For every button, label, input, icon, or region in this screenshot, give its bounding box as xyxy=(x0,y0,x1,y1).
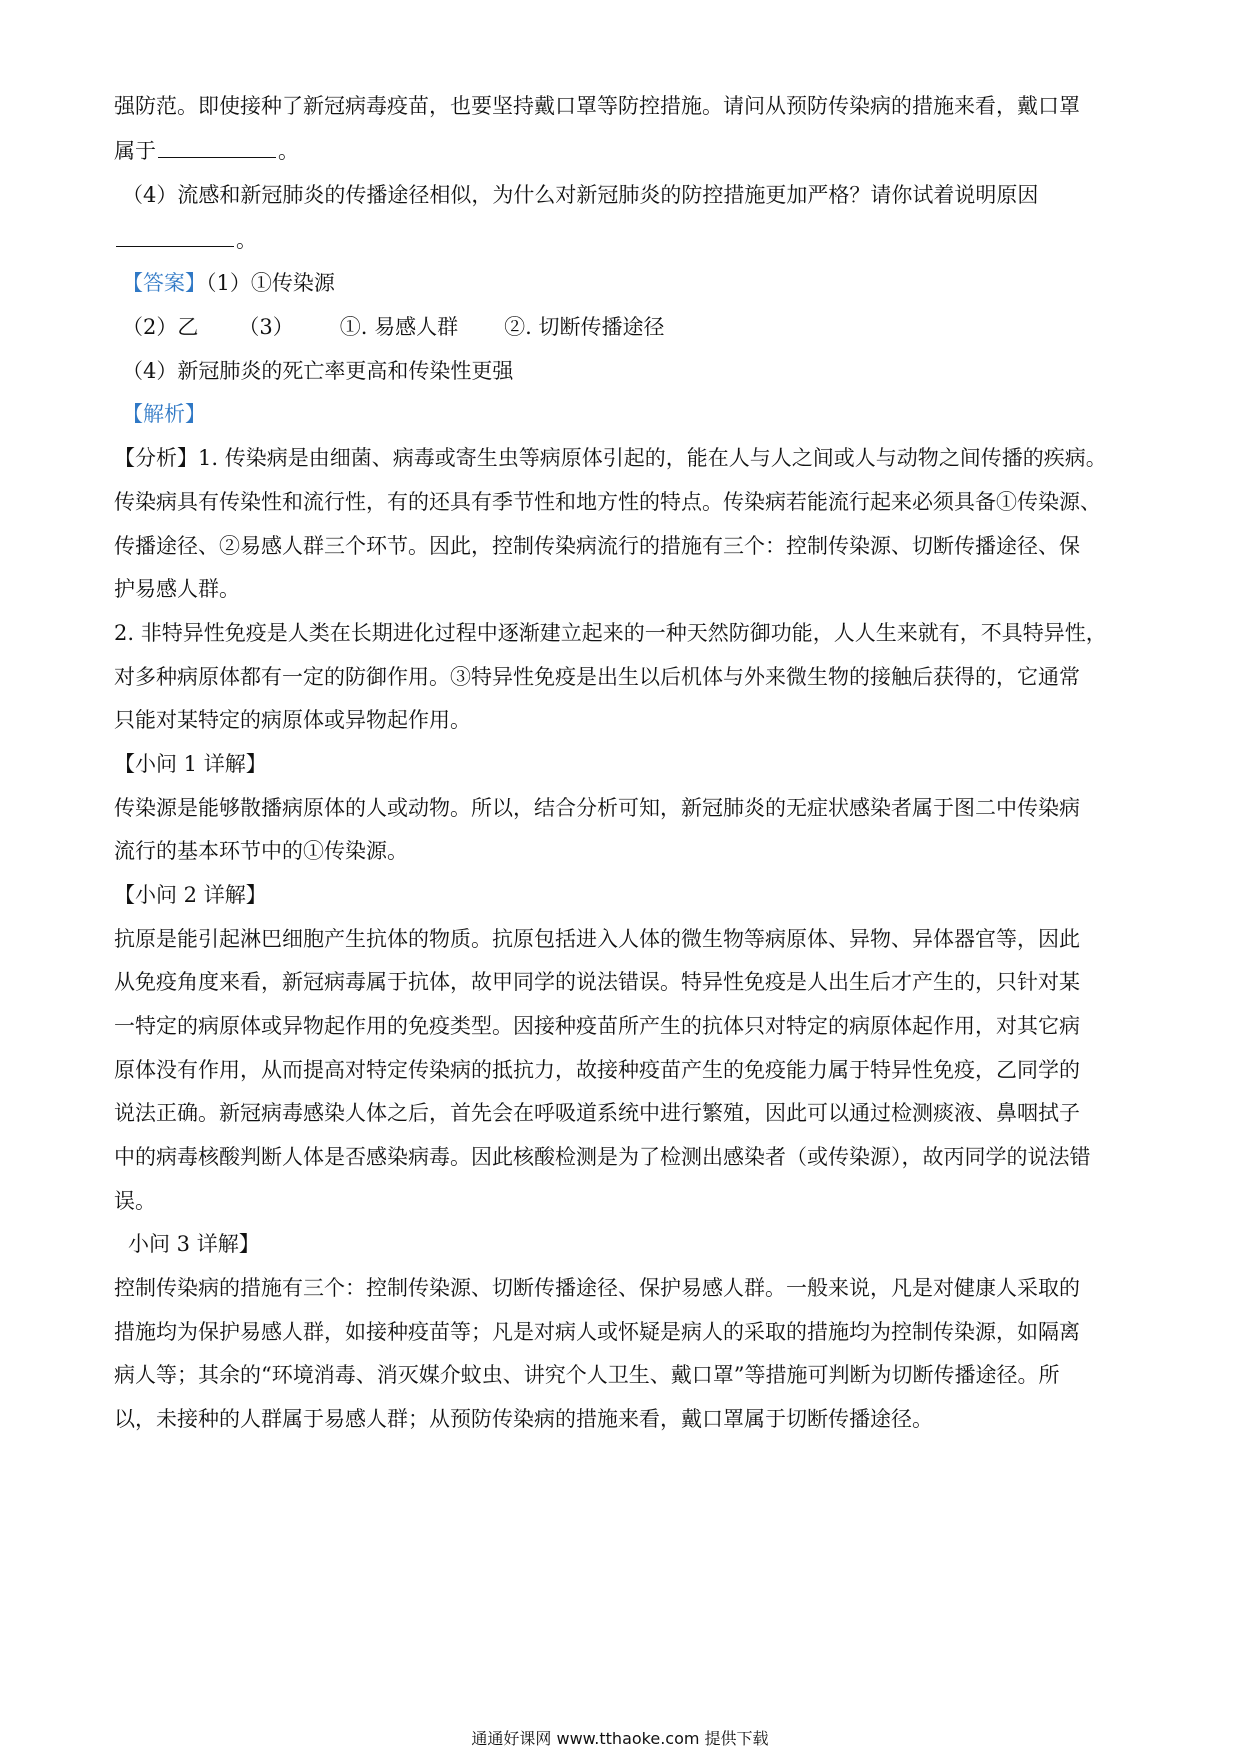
analysis-line: 护易感人群。 xyxy=(114,577,240,601)
detail-2-line: 一特定的病原体或异物起作用的免疫类型。因接种疫苗所产生的抗体只对特定的病原体起作用，对其它病 xyxy=(114,1014,1080,1038)
detail-2-line: 误。 xyxy=(114,1189,156,1213)
detail-3-heading: 小问 3 详解】 xyxy=(128,1232,260,1256)
analysis-line: 传播途径、②易感人群三个环节。因此，控制传染病流行的措施有三个：控制传染源、切断传播途径、保 xyxy=(114,534,1080,558)
analysis-line: 只能对某特定的病原体或异物起作用。 xyxy=(114,708,471,732)
detail-2-line: 说法正确。新冠病毒感染人体之后，首先会在呼吸道系统中进行繁殖，因此可以通过检测痰液、鼻咽拭子 xyxy=(114,1101,1080,1125)
detail-3-line: 措施均为保护易感人群，如接种疫苗等；凡是对病人或怀疑是病人的采取的措施均为控制传染源，如隔离 xyxy=(114,1320,1080,1344)
answer-line-4: （4）新冠肺炎的死亡率更高和传染性更强 xyxy=(122,359,514,383)
detail-1-line: 流行的基本环节中的①传染源。 xyxy=(114,839,408,863)
answer-line-2: （2）乙 （3） ①. 易感人群 ②. 切断传播途径 xyxy=(122,315,665,339)
answer-line-1: 【答案】（1）①传染源 xyxy=(122,271,335,295)
answer-label: 【答案】 xyxy=(122,271,206,295)
page-footer: 通通好课网 www.tthaoke.com 提供下载 xyxy=(471,1729,769,1748)
detail-2-heading: 【小问 2 详解】 xyxy=(114,883,267,907)
detail-2-line: 中的病毒核酸判断人体是否感染病毒。因此核酸检测是为了检测出感染者（或传染源），故丙同学的说法错 xyxy=(114,1145,1091,1169)
question-3-text: 强防范。即使接种了新冠病毒疫苗，也要坚持戴口罩等防控措施。请问从预防传染病的措施来看，戴口罩 xyxy=(114,94,1080,118)
question-4-text: （4）流感和新冠肺炎的传播途径相似，为什么对新冠肺炎的防控措施更加严格？请你试着说明原因 xyxy=(122,183,1039,207)
detail-3-line: 控制传染病的措施有三个：控制传染源、切断传播途径、保护易感人群。一般来说，凡是对健康人采取的 xyxy=(114,1276,1080,1300)
answer-blank[interactable] xyxy=(116,226,234,247)
question-3-answer-line: 属于 。 xyxy=(114,139,299,163)
detail-1-line: 传染源是能够散播病原体的人或动物。所以，结合分析可知，新冠肺炎的无症状感染者属于图二中传染病 xyxy=(114,796,1080,820)
detail-3-line: 病人等；其余的“环境消毒、消灭媒介蚊虫、讲究个人卫生、戴口罩”等措施可判断为切断传播途径。所 xyxy=(114,1363,1060,1387)
detail-3-line: 以，未接种的人群属于易感人群；从预防传染病的措施来看，戴口罩属于切断传播途径。 xyxy=(114,1407,933,1431)
analysis-line: 对多种病原体都有一定的防御作用。③特异性免疫是出生以后机体与外来微生物的接触后获得的，它通常 xyxy=(114,665,1080,689)
detail-2-line: 抗原是能引起淋巴细胞产生抗体的物质。抗原包括进入人体的微生物等病原体、异物、异体器官等，因此 xyxy=(114,927,1080,951)
detail-1-heading: 【小问 1 详解】 xyxy=(114,752,267,776)
analysis-label: 【解析】 xyxy=(122,402,206,426)
analysis-line: 【分析】1. 传染病是由细菌、病毒或寄生虫等病原体引起的，能在人与人之间或人与动物之间传播的疾病。 xyxy=(114,446,1107,470)
analysis-line: 传染病具有传染性和流行性，有的还具有季节性和地方性的特点。传染病若能流行起来必须具备①传染源、 xyxy=(114,490,1101,514)
answer-blank[interactable] xyxy=(158,137,276,158)
question-4-answer-line: 。 xyxy=(114,226,1134,254)
analysis-line: 2. 非特异性免疫是人类在长期进化过程中逐渐建立起来的一种天然防御功能，人人生来就有，不具特异性， xyxy=(114,621,1107,645)
detail-2-line: 从免疫角度来看，新冠病毒属于抗体，故甲同学的说法错误。特异性免疫是人出生后才产生的，只针对某 xyxy=(114,970,1080,994)
detail-2-line: 原体没有作用，从而提高对特定传染病的抵抗力，故接种疫苗产生的免疫能力属于特异性免疫，乙同学的 xyxy=(114,1058,1080,1082)
